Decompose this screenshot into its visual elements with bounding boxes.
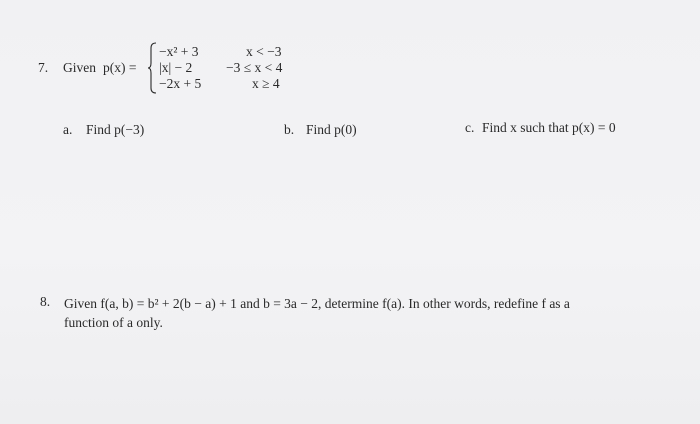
part-b-letter: b.	[284, 122, 295, 137]
q8-number: 8.	[40, 294, 51, 309]
q8-line-2: function of a only.	[64, 315, 163, 330]
case-1-condition: x < −3	[246, 44, 282, 59]
piecewise-brace-icon	[147, 42, 157, 94]
q8-statement	[64, 294, 664, 332]
case-3-expression: −2x + 5	[159, 76, 202, 91]
part-a-letter: a.	[63, 122, 73, 137]
part-c-letter: c.	[465, 120, 475, 135]
case-3-condition: x ≥ 4	[252, 76, 280, 91]
part-b-text: Find p(0)	[306, 122, 357, 137]
q7-given-label: Given	[63, 60, 96, 75]
case-2-expression: |x| − 2	[159, 60, 193, 75]
part-a-text: Find p(−3)	[86, 122, 145, 137]
case-2-condition: −3 ≤ x < 4	[226, 60, 283, 75]
part-c-text: Find x such that p(x) = 0	[482, 120, 616, 135]
q7-number: 7.	[38, 60, 49, 75]
q8-line-1: Given f(a, b) = b² + 2(b − a) + 1 and b = 3a − 2, determine f(a). In other words, redefine f as a	[64, 296, 570, 311]
q7-function-name: p(x) =	[103, 60, 137, 75]
case-1-expression: −x² + 3	[159, 44, 199, 59]
